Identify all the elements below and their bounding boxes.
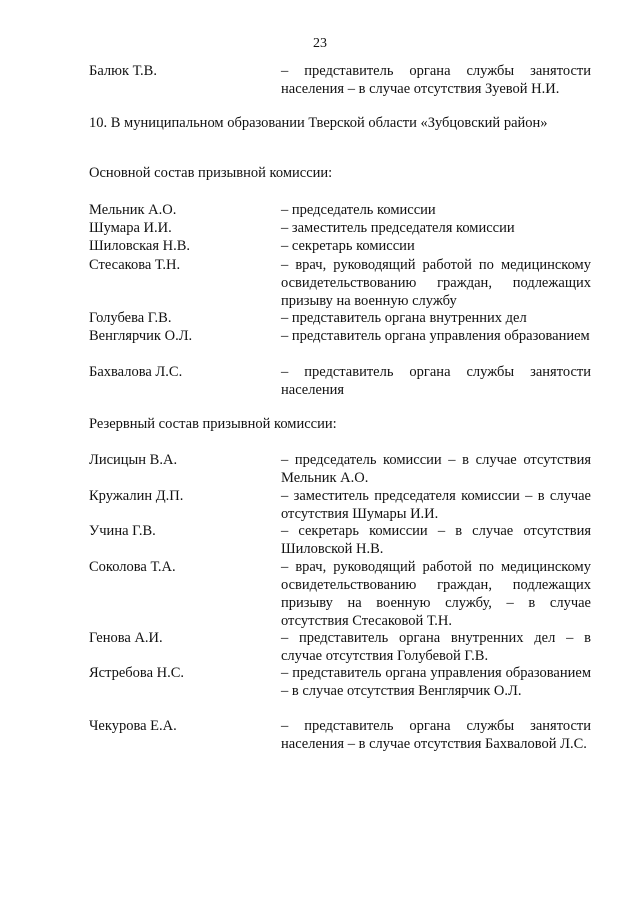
page-number: 23 — [313, 36, 327, 51]
member-name: Лисицын В.А. — [89, 452, 178, 468]
member-name: Ястребова Н.С. — [89, 665, 185, 681]
member-name: Стесакова Т.Н. — [89, 257, 181, 273]
member-name: Шумара И.И. — [89, 220, 172, 236]
member-name: Соколова Т.А. — [89, 559, 176, 575]
member-name: Венглярчик О.Л. — [89, 328, 193, 344]
member-role: – представитель органа управления образованием – в случае отсутствия Венглярчик О.Л. — [281, 665, 591, 699]
member-role: – врач, руководящий работой по медицинскому освидетельствованию граждан, подлежащих призыву на военную службу, – в случае отсутствия Стесаковой Т.Н. — [281, 559, 591, 629]
member-role: – представитель органа службы занятости населения — [281, 364, 591, 398]
reserve-composition-label: Резервный состав призывной комиссии: — [89, 416, 337, 432]
member-role: – заместитель председателя комиссии – в случае отсутствия Шумары И.И. — [281, 488, 591, 522]
member-name: Чекурова Е.А. — [89, 718, 177, 734]
section-heading: 10. В муниципальном образовании Тверской области «Зубцовский район» — [89, 115, 548, 131]
member-name: Генова А.И. — [89, 630, 163, 646]
member-name: Шиловская Н.В. — [89, 238, 191, 254]
member-role: – врач, руководящий работой по медицинскому освидетельствованию граждан, подлежащих призыву на военную службу — [281, 257, 591, 309]
member-role: – представитель органа внутренних дел – в случае отсутствия Голубевой Г.В. — [281, 630, 591, 664]
member-name: Бахвалова Л.С. — [89, 364, 183, 380]
member-name: Балюк Т.В. — [89, 63, 157, 79]
member-name: Кружалин Д.П. — [89, 488, 184, 504]
member-name: Учина Г.В. — [89, 523, 156, 539]
member-role: – представитель органа службы занятости населения – в случае отсутствия Зуевой Н.И. — [281, 63, 591, 97]
member-role: – председатель комиссии – в случае отсутствия Мельник А.О. — [281, 452, 591, 486]
member-role: – представитель органа службы занятости населения – в случае отсутствия Бахваловой Л.С. — [281, 718, 591, 752]
main-composition-label: Основной состав призывной комиссии: — [89, 165, 333, 181]
member-role: – представитель органа внутренних дел — [281, 310, 527, 326]
member-role: – секретарь комиссии — [281, 238, 415, 254]
member-name: Голубева Г.В. — [89, 310, 172, 326]
member-role: – секретарь комиссии – в случае отсутствия Шиловской Н.В. — [281, 523, 591, 557]
member-role: – заместитель председателя комиссии — [281, 220, 515, 236]
member-role: – председатель комиссии — [281, 202, 436, 218]
member-role: – представитель органа управления образованием — [281, 328, 590, 344]
member-name: Мельник А.О. — [89, 202, 177, 218]
